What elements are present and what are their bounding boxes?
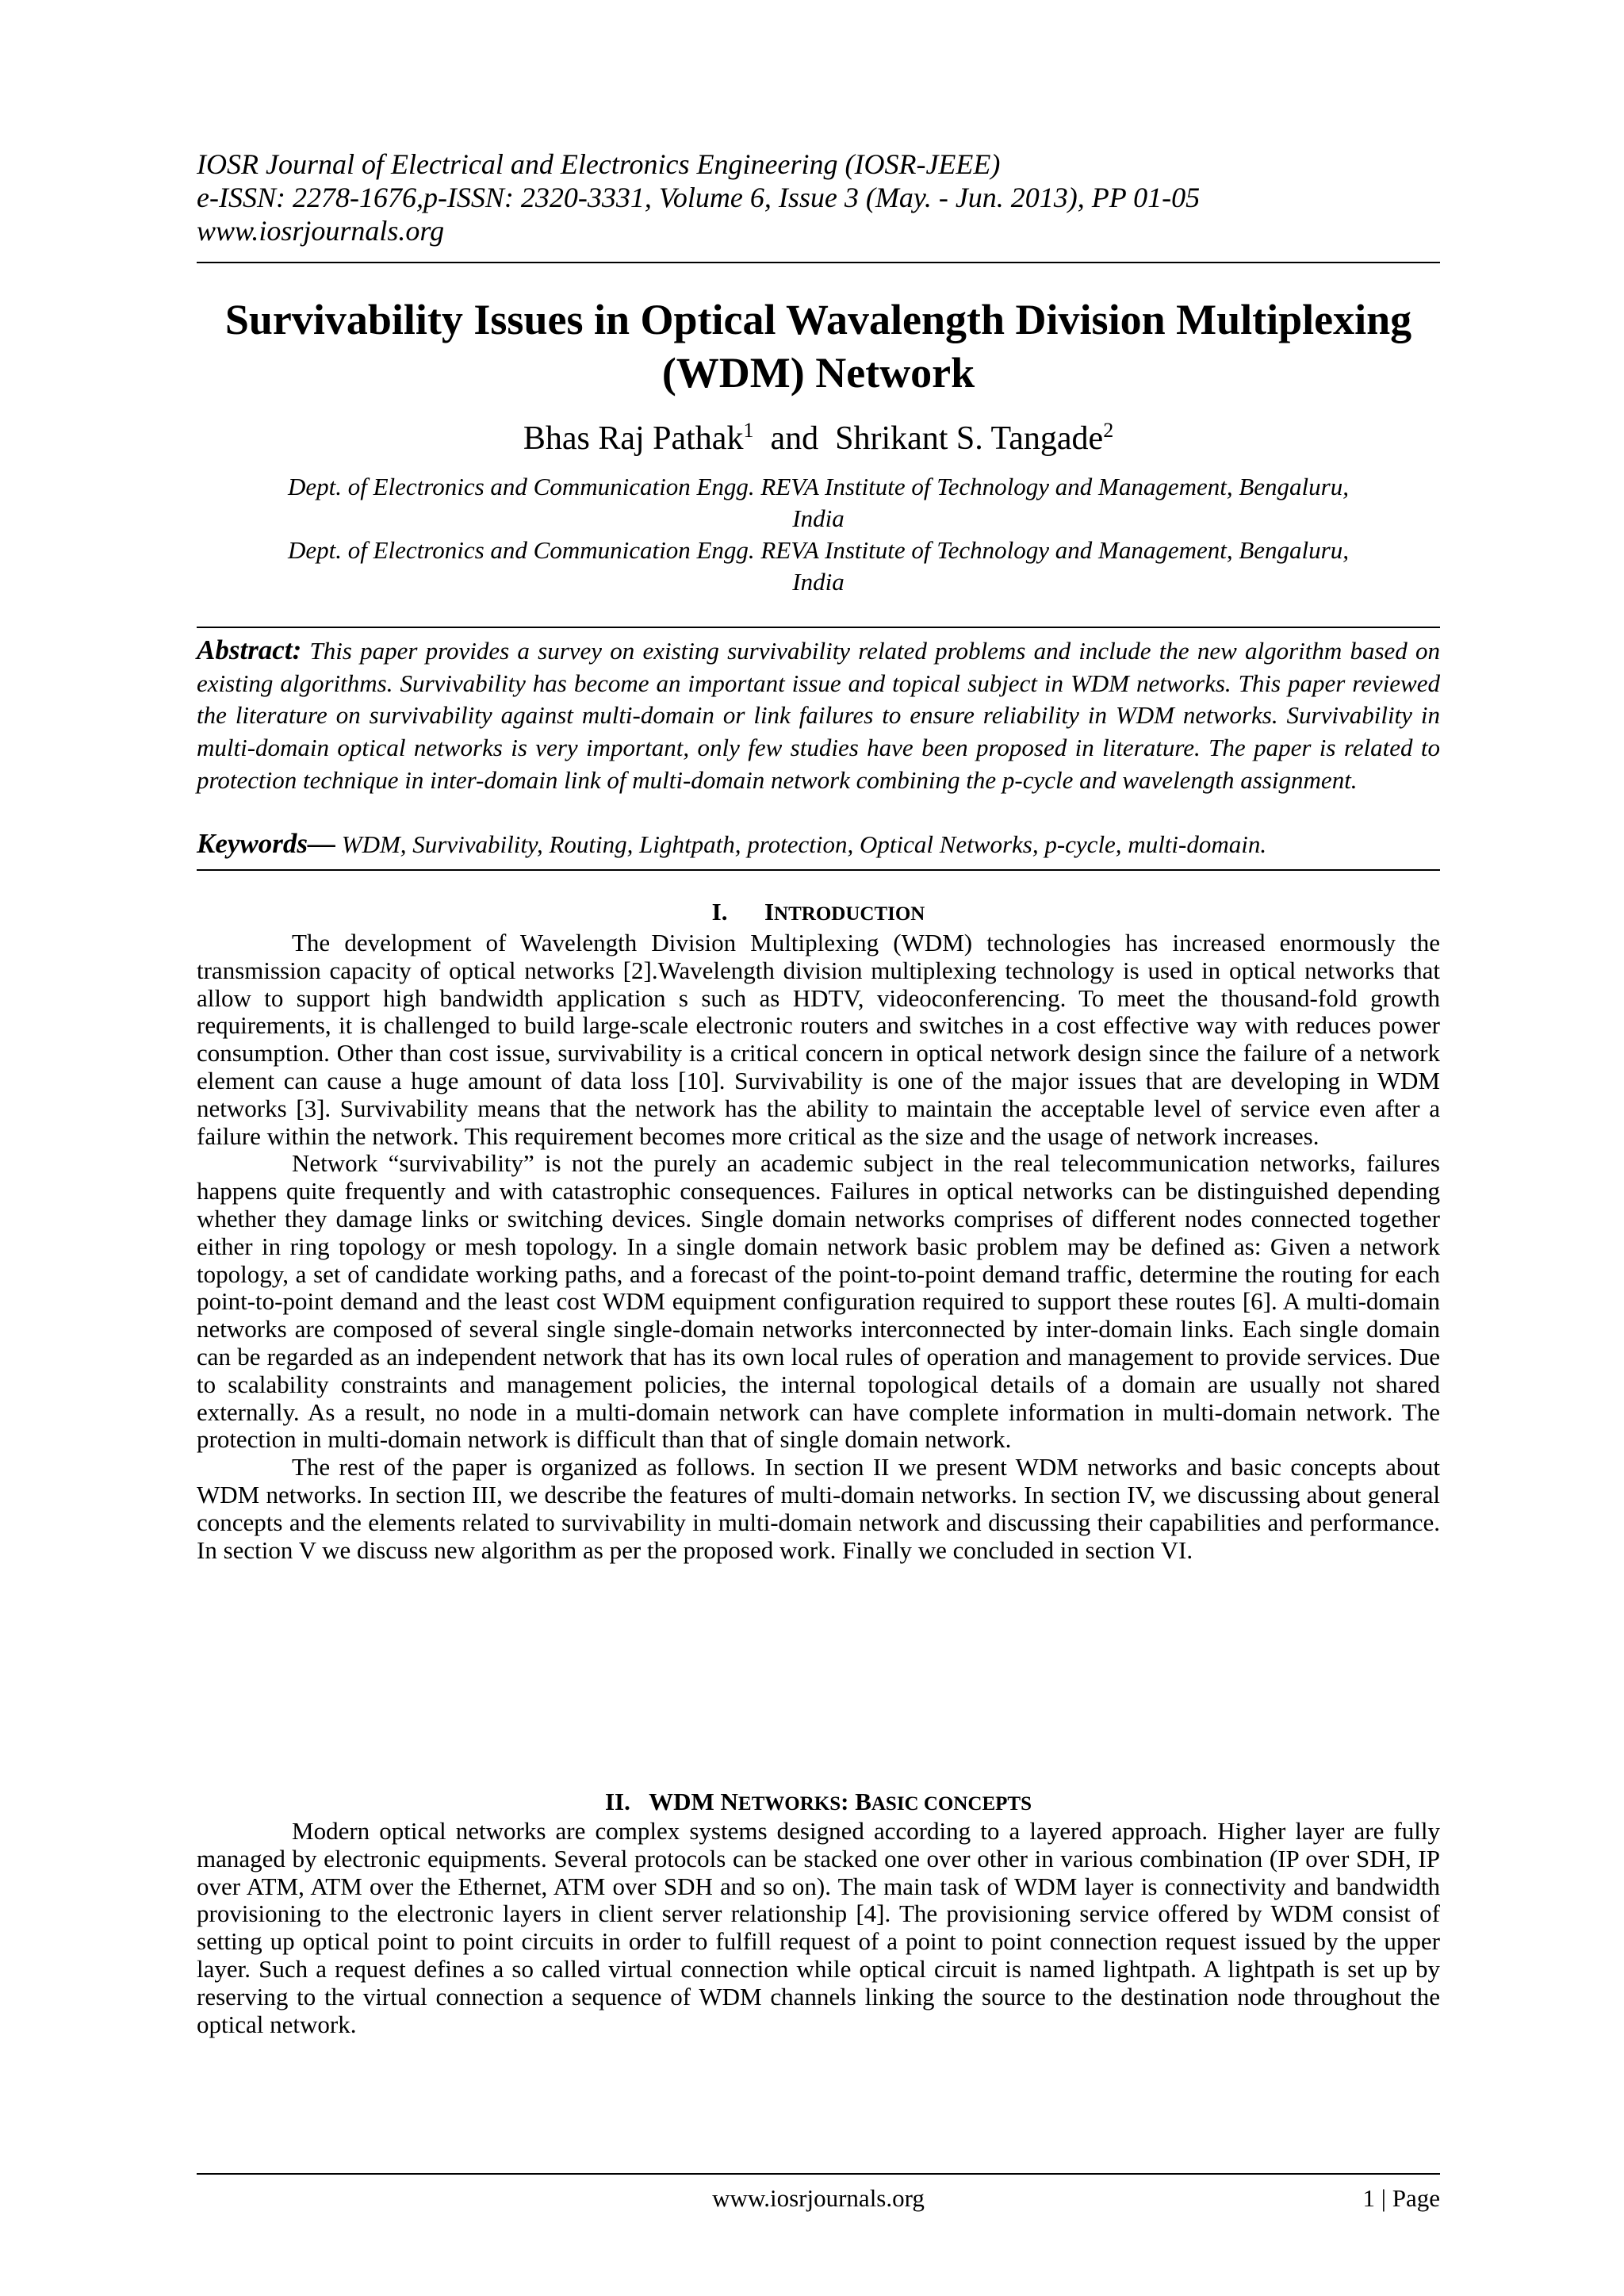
author-list xyxy=(197,419,1440,458)
affiliations xyxy=(197,471,1440,598)
title-line-1: Survivability Issues in Optical Wavalength Division Multiplexing xyxy=(224,296,1412,343)
author-1: Bhas Raj Pathak xyxy=(523,420,744,457)
affiliation-1-line-1: Dept. of Electronics and Communication Engg. REVA Institute of Technology and Management, Bengaluru, xyxy=(288,473,1349,500)
journal-website: www.iosrjournals.org xyxy=(197,215,445,247)
keywords-label: Keywords— xyxy=(197,828,335,859)
section-1-title-initial: I xyxy=(764,898,775,926)
title-line-2: (WDM) Network xyxy=(661,349,975,397)
footer-rule xyxy=(197,2173,1440,2175)
keywords-rule xyxy=(197,869,1440,871)
section-2-heading xyxy=(197,1786,1440,1820)
section-1-paragraph-3: The rest of the paper is organized as follows. In section II we present WDM networks and basic concepts about WDM networks. In section III, we describe the features of multi-domain networks. In section IV, we discussing about general concepts and the elements related to survivability in multi-domain network and discussing their capabilities and performance. In section V we discuss new algorithm as per the proposed work. Finally we concluded in section VI. xyxy=(197,1453,1440,1564)
section-2-title-c: : B xyxy=(841,1788,871,1815)
abstract xyxy=(197,634,1440,797)
abstract-rule xyxy=(197,627,1440,628)
section-1-paragraph-1: The development of Wavelength Division Multiplexing (WDM) technologies has increased enormously the transmission capacity of optical networks [2].Wavelength division multiplexing technology is used in optical networks that allow to support high bandwidth application s such as HDTV, videoconferencing. To meet the thousand-fold growth requirements, it is challenged to build large-scale electronic routers and switches in a cost effective way with reduces power consumption. Other than cost issue, survivability is a critical concern in optical network design since the failure of a network element can cause a huge amount of data loss [10]. Survivability is one of the major issues that are developing in WDM networks [3]. Survivability means that the network has the ability to maintain the acceptable level of service even after a failure within the network. This requirement becomes more critical as the size and the usage of network increases. xyxy=(197,929,1440,1150)
section-2-title-b: ETWORKS xyxy=(737,1793,841,1815)
section-2-title-d: ASIC CONCEPTS xyxy=(871,1793,1032,1815)
section-2-number: II. xyxy=(604,1788,630,1815)
section-1-paragraph-2: Network “survivability” is not the purely an academic subject in the real telecommunication networks, failures happens quite frequently and with catastrophic consequences. Failures in optical networks can be distinguished depending whether they damage links or switching devices. Single domain networks comprises of different nodes connected together either in ring topology or mesh topology. In a single domain network basic problem may be defined as: Given a network topology, a set of candidate working paths, and a forecast of the point-to-point demand traffic, determine the routing for each point-to-point demand and the least cost WDM equipment configuration required to support these routes [6]. A multi-domain networks are composed of several single single-domain networks interconnected by inter-domain links. Each single domain can be regarded as an independent network that has its own local rules of operation and management to provide services. Due to scalability constraints and management policies, the internal topological details of a domain are usually not shared externally. As a result, no node in a multi-domain network can have complete information in multi-domain network. The protection in multi-domain network is difficult than that of single domain network. xyxy=(197,1149,1440,1454)
section-1-title-rest: NTRODUCTION xyxy=(774,903,925,925)
footer-url: www.iosrjournals.org xyxy=(712,2184,925,2212)
header-rule xyxy=(197,262,1440,263)
page-number: 1 | Page xyxy=(1362,2184,1440,2212)
keywords-text: WDM, Survivability, Routing, Lightpath, protection, Optical Networks, p-cycle, multi-domain. xyxy=(341,830,1267,858)
journal-header xyxy=(197,148,1440,247)
paper-title xyxy=(197,293,1440,400)
abstract-text: This paper provides a survey on existing survivability related problems and include the new algorithm based on existing algorithms. Survivability has become an important issue and topical subject in WDM networks. This paper reviewed the literature on survivability against multi-domain or link failures to ensure reliability in WDM networks. Survivability in multi-domain optical networks is very important, only few studies have been proposed in literature. The paper is related to protection technique in inter-domain link of multi-domain network combining the p-cycle and wavelength assignment. xyxy=(197,637,1440,794)
section-2-body xyxy=(197,1818,1440,2038)
keywords xyxy=(197,828,1440,861)
journal-issn: e-ISSN: 2278-1676,p-ISSN: 2320-3331, Volume 6, Issue 3 (May. - Jun. 2013), PP 01-05 xyxy=(197,182,1201,213)
affiliation-1 xyxy=(197,471,1440,535)
affiliation-2-line-1: Dept. of Electronics and Communication Engg. REVA Institute of Technology and Management, Bengaluru, xyxy=(288,536,1349,564)
author-2-affil-mark: 2 xyxy=(1103,419,1114,442)
affiliation-2-line-2: India xyxy=(792,568,845,596)
section-2-title-a: WDM N xyxy=(649,1788,738,1815)
section-1-heading xyxy=(197,896,1440,930)
author-conjunction: and xyxy=(770,420,819,457)
author-1-affil-mark: 1 xyxy=(743,419,754,442)
author-2: Shrikant S. Tangade xyxy=(835,420,1104,457)
abstract-label: Abstract: xyxy=(197,634,302,665)
affiliation-1-line-2: India xyxy=(792,504,845,532)
section-2-paragraph-1: Modern optical networks are complex systems designed according to a layered approach. Higher layer are fully managed by electronic equipments. Several protocols can be stacked one over other in various combination (IP over SDH, IP over ATM, ATM over the Ethernet, ATM over SDH and so on). The main task of WDM layer is connectivity and bandwidth provisioning to the electronic layers in client server relationship [4]. The provisioning service offered by WDM consist of setting up optical point to point circuits in order to fulfill request of a point to point connection request issued by the upper layer. Such a request defines a so called virtual connection while optical circuit is named lightpath. A lightpath is set up by reserving to the virtual connection a sequence of WDM channels linking the source to the destination node throughout the optical network. xyxy=(197,1817,1440,2038)
section-1-body xyxy=(197,930,1440,1564)
section-1-number: I. xyxy=(711,898,728,926)
journal-name: IOSR Journal of Electrical and Electronics Engineering (IOSR-JEEE) xyxy=(197,148,1001,180)
affiliation-2 xyxy=(197,535,1440,598)
